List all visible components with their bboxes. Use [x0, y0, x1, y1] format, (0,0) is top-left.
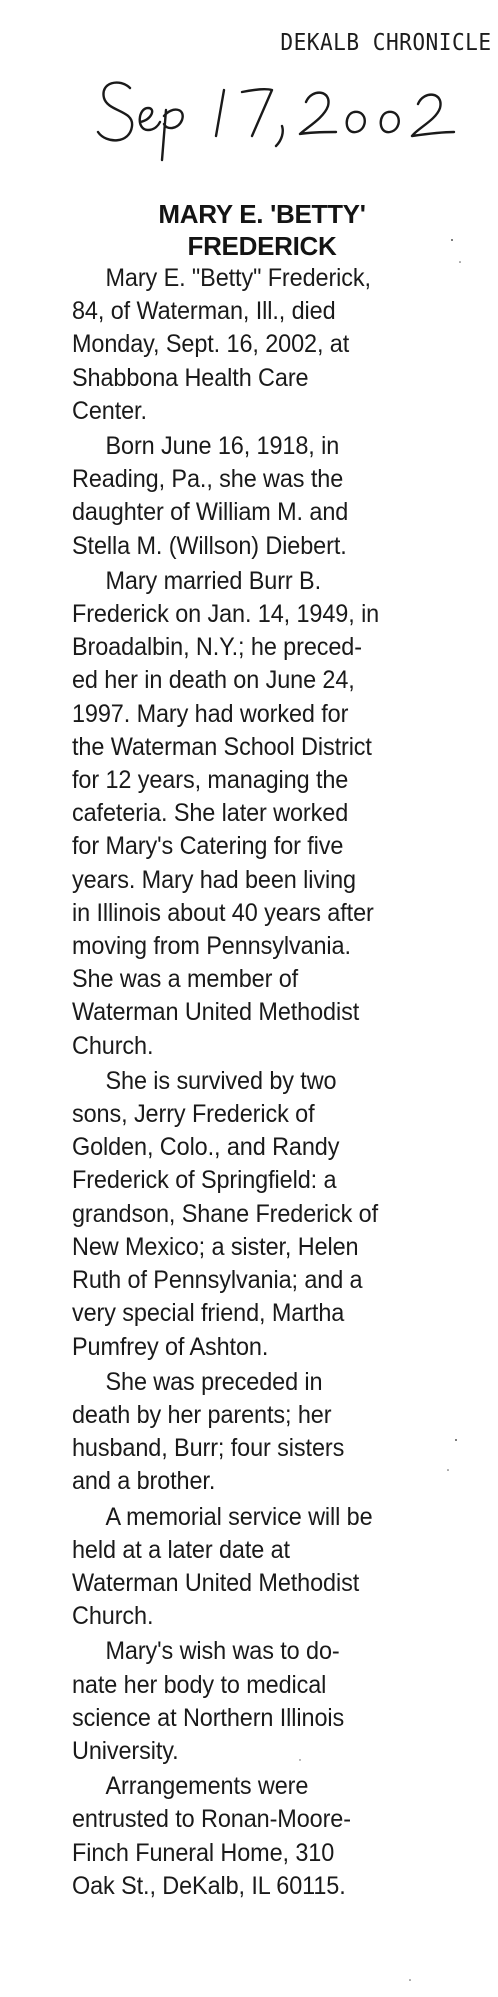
text-line: for Mary's Catering for five — [72, 832, 344, 861]
text-line: for 12 years, managing the — [72, 766, 349, 795]
text-line: Mary married Burr B. — [105, 566, 321, 595]
headline-line-2: FREDERICK — [187, 231, 337, 261]
text-line: Frederick on Jan. 14, 1949, in — [72, 600, 380, 629]
text-line: 1997. Mary had worked for — [72, 699, 349, 728]
handwritten-date — [92, 60, 472, 170]
text-line: Monday, Sept. 16, 2002, at — [72, 330, 350, 359]
text-line: ed her in death on June 24, — [72, 666, 355, 695]
text-line: Church. — [72, 1031, 154, 1060]
text-line: Frederick of Springfield: a — [72, 1166, 337, 1195]
text-line: and a brother. — [72, 1467, 216, 1496]
obituary-paragraph — [72, 262, 407, 428]
text-line: the Waterman School District — [72, 732, 372, 761]
text-line: very special friend, Martha — [72, 1299, 345, 1328]
text-line: Arrangements were — [105, 1772, 309, 1801]
text-line: Waterman United Methodist — [72, 998, 360, 1027]
text-line: husband, Burr; four sisters — [72, 1434, 345, 1463]
text-line: Born June 16, 1918, in — [105, 432, 340, 461]
text-line: held at a later date at — [72, 1535, 290, 1564]
text-line: sons, Jerry Frederick of — [72, 1100, 315, 1129]
obituary-paragraph — [72, 430, 407, 563]
handwritten-date-signature — [92, 60, 472, 170]
text-line: Mary E. "Betty" Frederick, — [105, 264, 371, 292]
obituary-paragraph — [72, 1501, 407, 1634]
text-line: A memorial service will be — [105, 1502, 373, 1531]
text-line: 84, of Waterman, Ill., died — [72, 297, 336, 326]
text-line: nate her body to medical — [72, 1670, 327, 1699]
headline-line-1: MARY E. 'BETTY' — [158, 199, 366, 229]
obituary-paragraph — [72, 1366, 407, 1499]
text-line: Shabbona Health Care — [72, 363, 309, 392]
text-line: Waterman United Methodist — [72, 1568, 360, 1597]
obituary-paragraph — [72, 1635, 407, 1768]
text-line: She is survived by two — [105, 1066, 337, 1095]
text-line: Mary's wish was to do- — [105, 1637, 340, 1666]
text-line: science at Northern Illinois — [72, 1703, 345, 1732]
text-line: Oak St., DeKalb, IL 60115. — [72, 1871, 346, 1900]
obituary-paragraph — [72, 1770, 407, 1903]
text-line: death by her parents; her — [72, 1400, 332, 1429]
text-line: Church. — [72, 1602, 154, 1631]
text-line: New Mexico; a sister, Helen — [72, 1232, 359, 1261]
obituary-paragraph — [72, 565, 407, 1063]
text-line: in Illinois about 40 years after — [72, 898, 374, 927]
text-line: Ruth of Pennsylvania; and a — [72, 1266, 363, 1295]
newspaper-masthead: DEKALB CHRONICLE — [280, 30, 492, 56]
text-line: University. — [72, 1736, 179, 1765]
text-line: daughter of William M. and — [72, 498, 349, 527]
obituary-body — [72, 262, 407, 1905]
obituary-paragraph — [72, 1065, 407, 1364]
text-line: years. Mary had been living — [72, 865, 356, 894]
text-line: Pumfrey of Ashton. — [72, 1332, 269, 1361]
text-line: Stella M. (Willson) Diebert. — [72, 531, 347, 560]
text-line: Golden, Colo., and Randy — [72, 1133, 340, 1162]
text-line: Broadalbin, N.Y.; he preced- — [72, 633, 362, 662]
text-line: She was a member of — [72, 965, 299, 994]
text-line: Finch Funeral Home, 310 — [72, 1838, 335, 1867]
text-line: cafeteria. She later worked — [72, 799, 349, 828]
text-line: Center. — [72, 396, 147, 425]
text-line: moving from Pennsylvania. — [72, 932, 351, 961]
text-line: Reading, Pa., she was the — [72, 465, 344, 494]
text-line: She was preceded in — [105, 1367, 323, 1396]
text-line: entrusted to Ronan-Moore- — [72, 1805, 351, 1834]
text-line: grandson, Shane Frederick of — [72, 1199, 378, 1228]
obituary-headline — [112, 198, 412, 262]
